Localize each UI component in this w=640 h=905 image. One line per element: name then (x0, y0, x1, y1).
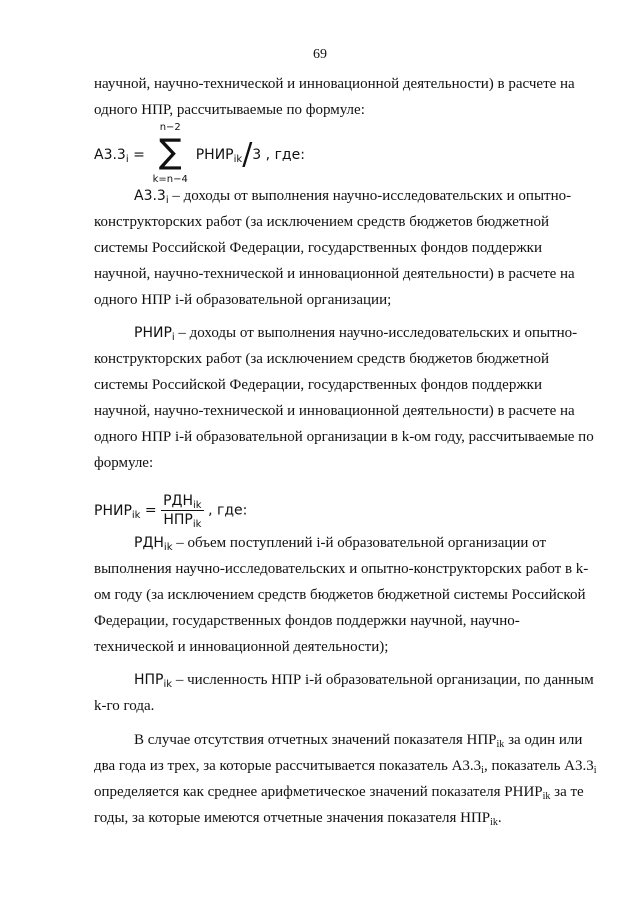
definition-npr-symbol: $НПР_{ik}$ (134, 672, 173, 690)
definition-rnir: $РНИР_i$ – доходы от выполнения научно-исследовательских и опытно- конструкторских работ (за исключением средств бюджетов бюджетной системы Российской Федерации, государственных фондов поддержки научной, научно-технической и инновационной деятельности) в расчете на одного НПР i-й образовательной организации в k-ом году, рассчитываемые по формуле: (94, 325, 594, 471)
intro-line-2: одного НПР, рассчитываемые по формуле: (94, 102, 365, 118)
fraction (161, 492, 204, 529)
definition-a33-symbol: $А3.3_i$ (134, 188, 169, 206)
fraction-denominator: $НПР_{ik}$ (163, 512, 202, 530)
sum-upper-limit: n−2 (159, 122, 181, 133)
final-paragraph: В случае отсутствия отчетных значений показателя $НПР_{ik}$ за один или два года из трех, за которые рассчитывается показатель $А3.3_i$, показатель $А3.3_i$ определяется как среднее арифметическое значений показателя $РНИР_{ik}$ за те годы, за которые имеются отчетные значения показателя $НПР_{ik}$. (94, 732, 597, 828)
page-number: 69 (313, 47, 327, 62)
definition-rnir-symbol: $РНИР_i$ (134, 325, 175, 343)
definition-a33: $А3.3_i$ – доходы от выполнения научно-исследовательских и опытно- конструкторских работ (за исключением средств бюджетов бюджетной системы Российской Федерации, государственных фондов поддержки научной, научно-технической и инновационной деятельности) в расчете на одного НПР i-й образовательной организации; (94, 188, 575, 308)
sum-lower-limit: k=n−4 (152, 174, 188, 185)
fraction-numerator: $РДН_{ik}$ (163, 493, 202, 511)
formula-a33-equals: = (133, 147, 145, 163)
division-slash: / (242, 137, 253, 172)
formula-a33-term: $РНИР_{ik}$ (195, 147, 243, 165)
definition-rdn-symbol: $РДН_{ik}$ (134, 535, 173, 553)
intro-line-1: научной, научно-технической и инновационной деятельности) в расчете на (94, 76, 575, 92)
definition-rdn: $РДН_{ik}$ – объем поступлений i-й образовательной организации от выполнения научно-исследовательских и опытно-конструкторских работ в k- ом году (за исключением средств бюджетов бюджетной системы Российской Федерации, государственных фондов поддержки научной, научно- технической и инновационной деятельности); (94, 535, 589, 655)
formula-rnir-lhs: $РНИР_{ik}$ (94, 502, 141, 521)
formula-a33-suffix: , где: (265, 147, 305, 163)
intro-paragraph (94, 71, 598, 123)
formula-a33 (94, 122, 305, 188)
summation (149, 122, 191, 188)
formula-a33-divisor: 3 (252, 147, 262, 163)
definition-npr: $НПР_{ik}$ – численность НПР i-й образовательной организации, по данным k-го года. (94, 672, 594, 714)
formula-rnir-suffix: , где: (208, 502, 248, 519)
formula-rnir (94, 492, 247, 529)
formula-rnir-equals: = (144, 502, 157, 519)
sigma-symbol: ∑ (158, 132, 182, 172)
formula-a33-lhs: $А3.3_i$ (94, 147, 129, 165)
